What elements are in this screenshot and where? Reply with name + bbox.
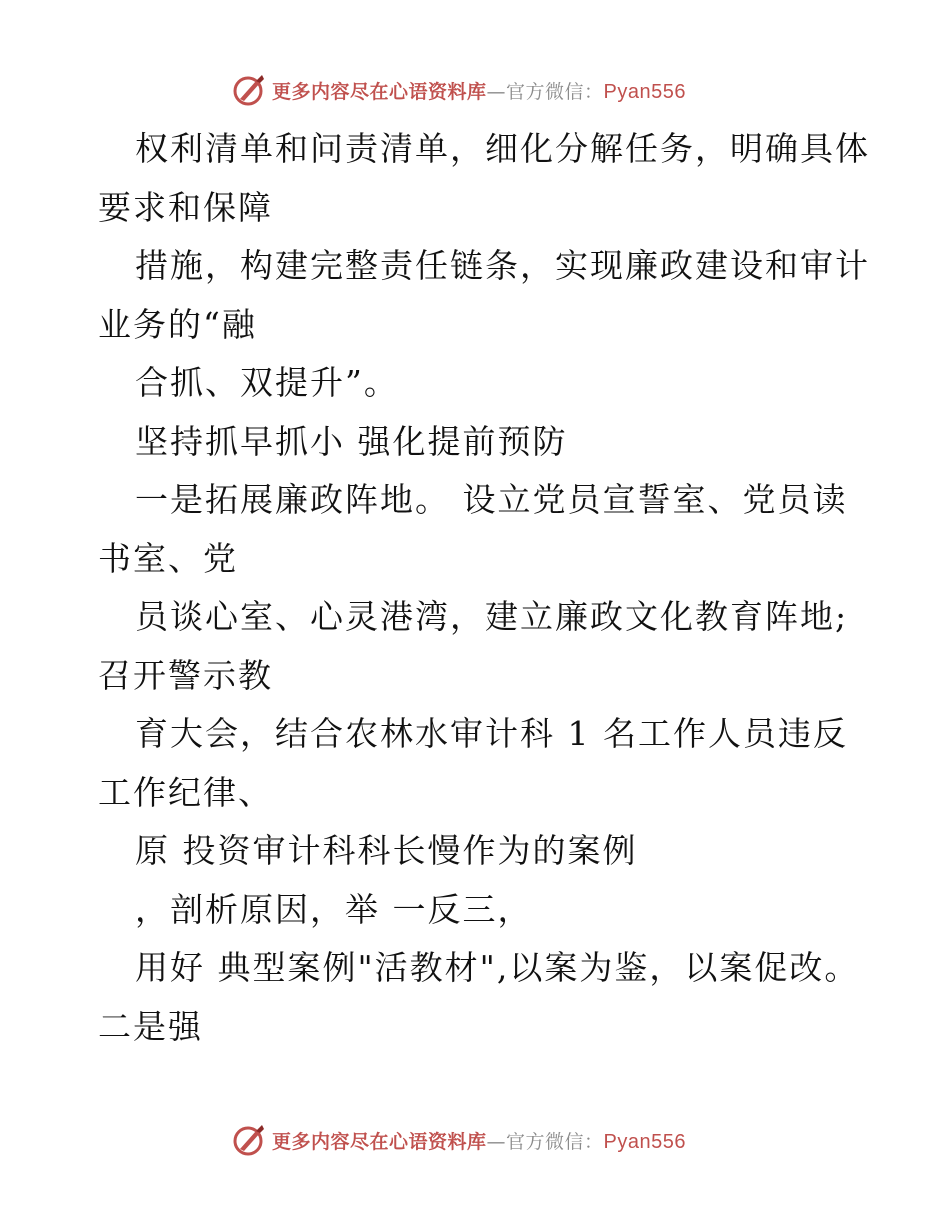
watermark-dash: — [486,80,507,103]
body-line: 二是强 [98,1006,203,1046]
body-line: 育大会，结合农林水审计科 1 名工作人员违反 [135,714,848,753]
body-line: 合抓、双提升”。 [135,363,399,402]
body-line: 一是拓展廉政阵地。 设立党员宣誓室、党员读 [135,480,848,519]
body-line: 权利清单和问责清单，细化分解任务，明确具体 [135,129,870,168]
body-line: ，剖析原因，举 一反三， [135,889,533,929]
body-line: 要求和保障 [98,187,273,227]
watermark-dash: — [486,1130,507,1153]
body-line: 措施，构建完整责任链条，实现廉政建设和审计 [135,246,870,285]
body-line: 业务的“融 [98,304,257,344]
body-line: 书室、党 [98,538,238,578]
body-line: 工作纪律、 [98,772,273,812]
watermark-label: 官方微信： [506,1130,604,1153]
watermark-label: 官方微信： [506,80,604,103]
watermark-handle: Pyan556 [603,1130,686,1153]
watermark-brand: 更多内容尽在心语资料库 [272,80,487,103]
pen-logo-icon [232,1123,266,1157]
header-watermark [232,72,686,108]
footer-watermark [232,1122,686,1158]
body-line: 用好 典型案例"活教材",以案为鉴，以案促改。 [135,948,860,987]
pen-logo-icon [232,73,266,107]
document-body [98,120,868,1056]
body-line: 员谈心室、心灵港湾，建立廉政文化教育阵地; [135,597,849,636]
body-line: 原 投资审计科科长慢作为的案例 [135,831,638,870]
watermark-brand: 更多内容尽在心语资料库 [272,1130,487,1153]
body-line: 召开警示教 [98,655,273,695]
watermark-handle: Pyan556 [603,80,686,103]
section-heading: 坚持抓早抓小 强化提前预防 [135,421,568,461]
